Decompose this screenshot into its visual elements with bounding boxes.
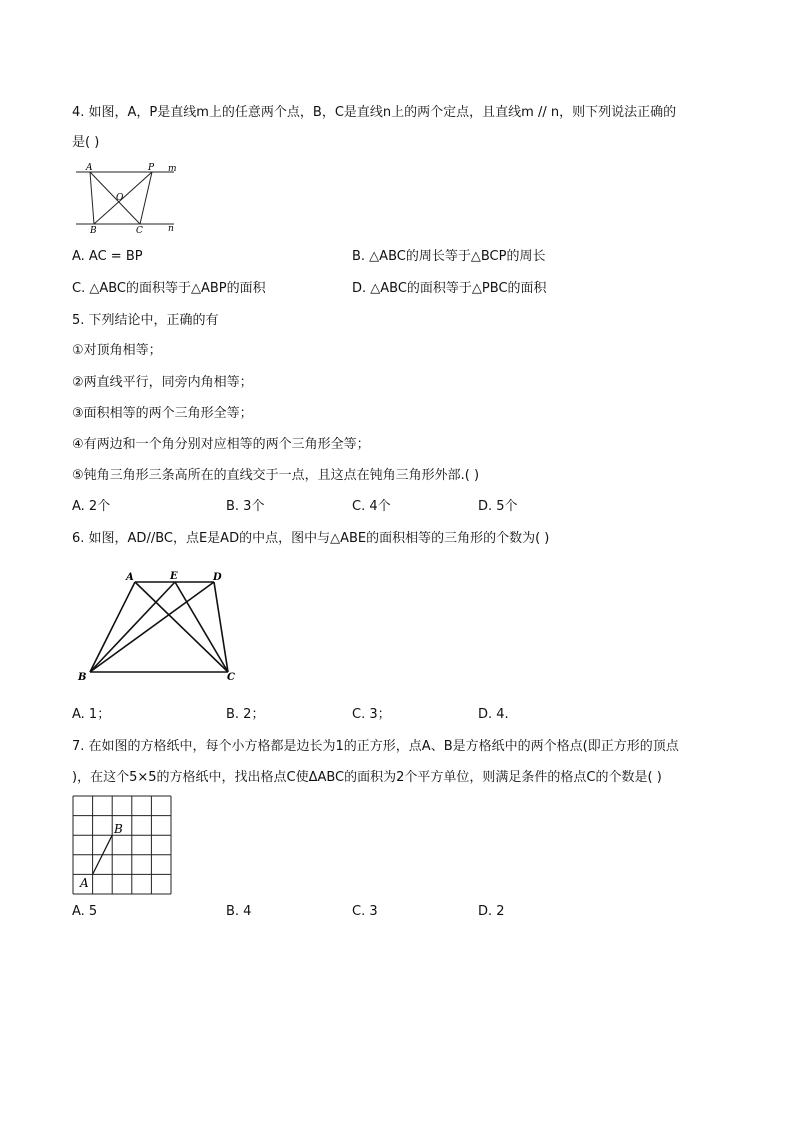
segment-ac	[135, 582, 228, 672]
q6-stem: 6. 如图，AD//BC，点E是AD的中点，图中与△ABE的面积相等的三角形的个数为( )	[72, 531, 550, 546]
segment-ac	[90, 172, 140, 224]
q5-statement-2: ②两直线平行，同旁内角相等；	[72, 375, 253, 390]
segment-bd	[90, 582, 214, 672]
label-n: n	[168, 224, 174, 234]
q5-statement-5: ⑤钝角三角形三条高所在的直线交于一点，且这点在钝角三角形外部.( )	[72, 468, 480, 483]
q4-option-d: D. △ABC的面积等于△PBC的面积	[352, 281, 547, 296]
label-c: C	[136, 226, 143, 234]
q5-option-a: A. 2个	[72, 499, 111, 514]
q7-stem-line1: 7. 在如图的方格纸中，每个小方格都是边长为1的正方形，点A、B是方格纸中的两个格点(即正方形的顶点	[72, 739, 679, 754]
segment-dc	[214, 582, 228, 672]
segment-be	[90, 582, 175, 672]
q7-option-c: C. 3	[352, 904, 378, 919]
q7-option-a: A. 5	[72, 904, 98, 919]
label-b: B	[78, 672, 87, 683]
segment-pc	[140, 172, 152, 224]
q5-stem: 5. 下列结论中，正确的有	[72, 313, 219, 328]
q4-option-a: A. AC = BP	[72, 249, 143, 264]
q7-grid-figure	[72, 795, 174, 897]
q7-option-b: B. 4	[226, 904, 252, 919]
q7-option-d: D. 2	[478, 904, 505, 919]
segment-ab	[90, 172, 94, 224]
q6-option-d: D. 4.	[478, 707, 509, 722]
label-b: B	[114, 822, 123, 836]
q5-option-b: B. 3个	[226, 499, 265, 514]
label-a: A	[80, 876, 89, 890]
q6-option-a: A. 1；	[72, 707, 111, 722]
q4-figure	[72, 162, 182, 234]
q4-option-b: B. △ABC的周长等于△BCP的周长	[352, 249, 546, 264]
q5-statement-1: ①对顶角相等；	[72, 343, 162, 358]
q4-stem-line1: 4. 如图，A，P是直线m上的任意两个点，B，C是直线n上的两个定点，且直线m // n，则下列说法正确的	[72, 105, 677, 120]
q6-option-c: C. 3；	[352, 707, 391, 722]
q6-figure	[72, 566, 247, 686]
q5-option-d: D. 5个	[478, 499, 518, 514]
label-d: D	[213, 572, 222, 583]
q7-stem-line2: )，在这个5×5的方格纸中，找出格点C使ΔABC的面积为2个平方单位，则满足条件的格点C的个数是( )	[72, 770, 662, 785]
q4-option-c: C. △ABC的面积等于△ABP的面积	[72, 281, 266, 296]
label-b: B	[90, 226, 97, 234]
q5-option-c: C. 4个	[352, 499, 391, 514]
label-m: m	[168, 164, 177, 174]
label-a: A	[86, 163, 93, 173]
q5-statement-4: ④有两边和一个角分别对应相等的两个三角形全等；	[72, 437, 370, 452]
label-o: O	[116, 193, 124, 203]
q5-statement-3: ③面积相等的两个三角形全等；	[72, 406, 253, 421]
label-p: P	[148, 163, 155, 173]
segment-ec	[175, 582, 228, 672]
q4-stem-line2: 是( )	[72, 135, 100, 150]
label-e: E	[170, 571, 178, 582]
label-a: A	[126, 572, 134, 583]
label-c: C	[227, 672, 235, 683]
segment-ab	[90, 582, 135, 672]
q6-option-b: B. 2；	[226, 707, 265, 722]
